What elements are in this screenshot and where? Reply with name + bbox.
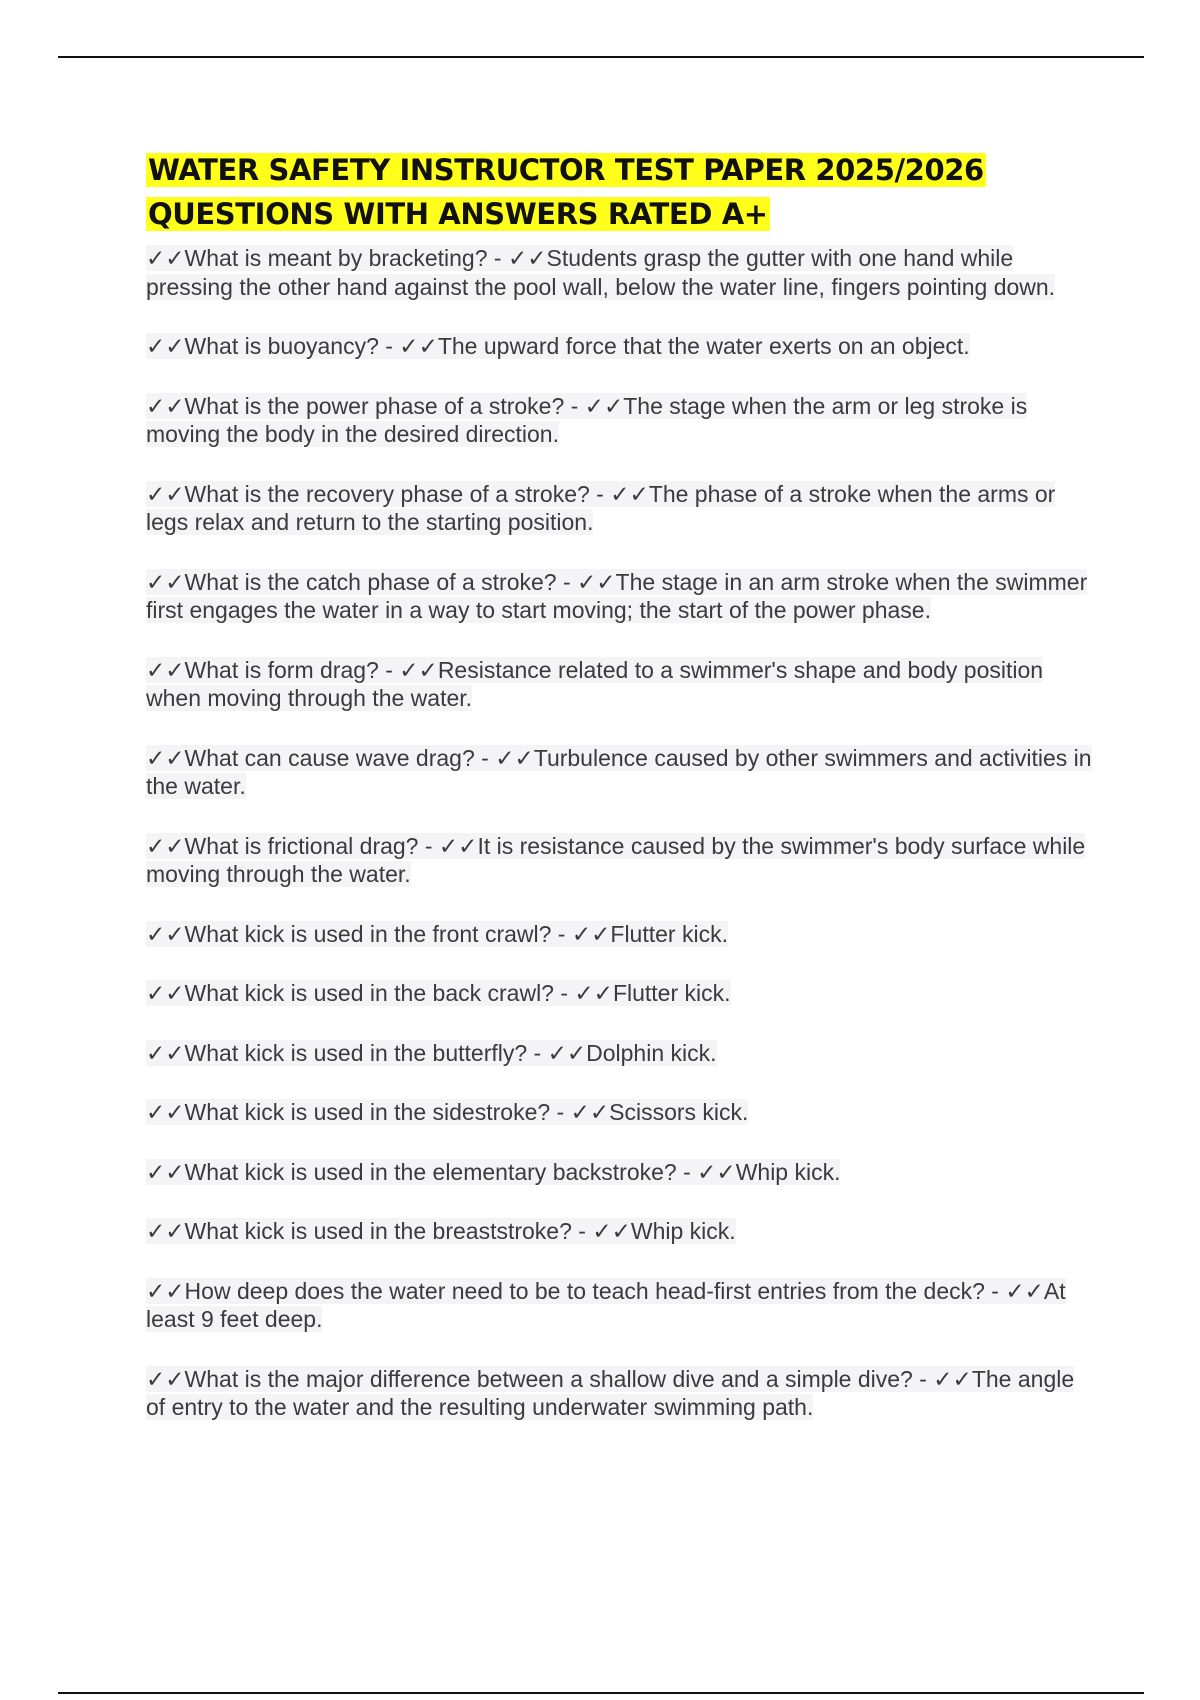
- qa-item: [146, 1217, 1096, 1246]
- qa-text: ✓✓What is the recovery phase of a stroke? - ✓✓The phase of a stroke when the arms or legs relax and return to the starting position.: [146, 480, 1056, 535]
- qa-text: ✓✓What kick is used in the sidestroke? - ✓✓Scissors kick.: [146, 1099, 749, 1125]
- qa-item: [146, 744, 1096, 801]
- qa-item: [146, 1039, 1096, 1068]
- qa-text: ✓✓What is the catch phase of a stroke? - ✓✓The stage in an arm stroke when the swimmer first engages the water in a way to start moving; the start of the power phase.: [146, 568, 1088, 623]
- qa-item: [146, 656, 1096, 713]
- qa-item: [146, 1098, 1096, 1127]
- qa-text: ✓✓What kick is used in the butterfly? - ✓✓Dolphin kick.: [146, 1039, 717, 1066]
- qa-list: [146, 244, 1096, 1422]
- qa-text: ✓✓What kick is used in the back crawl? - ✓✓Flutter kick.: [146, 980, 731, 1006]
- qa-item: [146, 332, 1096, 361]
- qa-text: ✓✓What is frictional drag? - ✓✓It is resistance caused by the swimmer's body surface while moving through the water.: [146, 832, 1086, 887]
- qa-text: ✓✓What is meant by bracketing? - ✓✓Students grasp the gutter with one hand while pressing the other hand against the pool wall, below the water line, fingers pointing down.: [146, 245, 1056, 300]
- document-title: [146, 148, 1096, 236]
- qa-item: [146, 1158, 1096, 1187]
- qa-text: ✓✓What kick is used in the elementary backstroke? - ✓✓Whip kick.: [146, 1158, 841, 1185]
- qa-text: ✓✓What is buoyancy? - ✓✓The upward force that the water exerts on an object.: [146, 333, 970, 359]
- qa-item: [146, 1277, 1096, 1334]
- qa-item: [146, 244, 1096, 301]
- title-line-2: QUESTIONS WITH ANSWERS RATED A+: [148, 197, 768, 231]
- qa-item: [146, 832, 1096, 889]
- qa-item: [146, 920, 1096, 949]
- qa-text: ✓✓What is the power phase of a stroke? - ✓✓The stage when the arm or leg stroke is moving the body in the desired direction.: [146, 392, 1028, 447]
- title-line-1: WATER SAFETY INSTRUCTOR TEST PAPER 2025/2026: [148, 153, 984, 187]
- qa-item: [146, 392, 1096, 449]
- bottom-rule: [58, 1692, 1144, 1694]
- qa-item: [146, 480, 1096, 537]
- document-body: [146, 148, 1096, 1453]
- qa-text: ✓✓What can cause wave drag? - ✓✓Turbulence caused by other swimmers and activities in the water.: [146, 744, 1092, 799]
- qa-text: ✓✓What is form drag? - ✓✓Resistance related to a swimmer's shape and body position when moving through the water.: [146, 656, 1044, 711]
- qa-text: ✓✓What is the major difference between a shallow dive and a simple dive? - ✓✓The angle of entry to the water and the resulting underwater swimming path.: [146, 1365, 1075, 1420]
- qa-item: [146, 568, 1096, 625]
- qa-item: [146, 979, 1096, 1008]
- qa-text: ✓✓What kick is used in the breaststroke? - ✓✓Whip kick.: [146, 1218, 736, 1244]
- qa-text: ✓✓How deep does the water need to be to teach head-first entries from the deck? - ✓✓At least 9 feet deep.: [146, 1277, 1066, 1332]
- qa-text: ✓✓What kick is used in the front crawl? - ✓✓Flutter kick.: [146, 920, 728, 947]
- qa-item: [146, 1365, 1096, 1422]
- top-rule: [58, 56, 1144, 58]
